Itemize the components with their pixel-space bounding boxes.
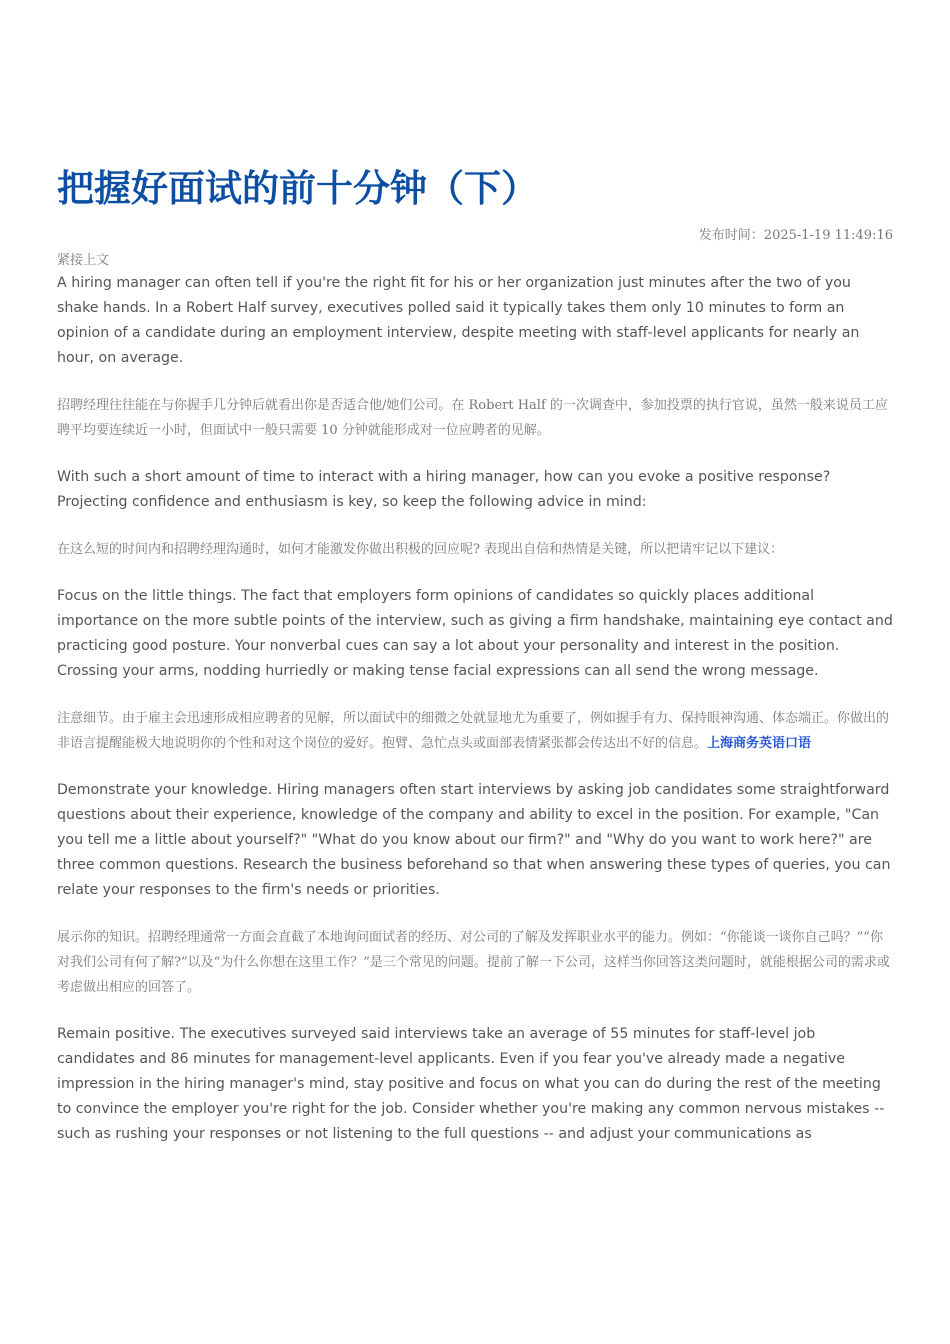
paragraph-4-en: Demonstrate your knowledge. Hiring managers often start interviews by asking job candidates some straightforward questions about their experience, knowledge of the company and ability to excel in the position. For example, "Can you tell me a little about yourself?" "What do you know about our firm?" and "Why do you want to work here?" are three common questions. Research the business beforehand so that when answering these types of queries, you can relate your responses to the firm's needs or priorities. (57, 782, 891, 898)
shanghai-business-english-link[interactable]: 上海商务英语口语 (707, 736, 812, 751)
article-body (57, 251, 893, 1147)
intro-text: 紧接上文 (57, 253, 110, 268)
article-title: 把握好面试的前十分钟（下） (57, 167, 538, 210)
publish-time-value: 2025-1-19 11:49:16 (763, 228, 893, 243)
publish-time-label: 发布时间： (698, 228, 764, 243)
paragraph-3-zh (57, 706, 893, 756)
paragraph-5-en: Remain positive. The executives surveyed said interviews take an average of 55 minutes for staff-level job candidates and 86 minutes for management-level applicants. Even if you fear you've already made a negative impression in the hiring manager's mind, stay positive and focus on what you can do during the rest of the meeting to convince the employer you're right for the job. Consider whether you're making any common nervous mistakes -- such as rushing your responses or not listening to the full questions -- and adjust your communications as (57, 1026, 885, 1142)
paragraph-2-zh: 在这么短的时间内和招聘经理沟通时，如何才能激发你做出积极的回应呢? 表现出自信和热情是关键，所以把请牢记以下建议： (57, 542, 784, 557)
publish-time (699, 227, 893, 245)
paragraph-4-zh: 展示你的知识。招聘经理通常一方面会直截了本地询问面试者的经历、对公司的了解及发挥职业水平的能力。例如：“你能谈一谈你自己吗？”“你对我们公司有何了解?”以及“为什么你想在这里工作？”是三个常见的问题。提前了解一下公司，这样当你回答这类问题时，就能根据公司的需求或考虑做出相应的回答了。 (57, 930, 890, 995)
paragraph-3-en: Focus on the little things. The fact that employers form opinions of candidates so quickly places additional importance on the more subtle points of the interview, such as giving a firm handshake, maintaining eye contact and practicing good posture. Your nonverbal cues can say a lot about your personality and interest in the position. Crossing your arms, nodding hurriedly or making tense facial expressions can all send the wrong message. (57, 588, 893, 679)
paragraph-2-en: With such a short amount of time to interact with a hiring manager, how can you evoke a positive response? Projecting confidence and enthusiasm is key, so keep the following advice in mind: (57, 469, 831, 510)
paragraph-3-zh-text: 注意细节。由于雇主会迅速形成相应聘者的见解，所以面试中的细微之处就显地尤为重要了，例如握手有力、保持眼神沟通、体态端正。你做出的非语言提醒能极大地说明你的个性和对这个岗位的爱好。抱臂、急忙点头或面部表情紧张都会传达出不好的信息。 (57, 711, 890, 751)
paragraph-1-zh: 招聘经理往往能在与你握手几分钟后就看出你是否适合他/她们公司。在 Robert Half 的一次调查中，参加投票的执行官说，虽然一般来说员工应聘平均要连续近一小时，但面试中一般只需要 10 分钟就能形成对一位应聘者的见解。 (57, 398, 888, 438)
paragraph-1-en: A hiring manager can often tell if you're the right fit for his or her organization just minutes after the two of you shake hands. In a Robert Half survey, executives polled said it typically takes them only 10 minutes to form an opinion of a candidate during an employment interview, despite meeting with staff-level applicants for nearly an hour, on average. (57, 275, 860, 366)
